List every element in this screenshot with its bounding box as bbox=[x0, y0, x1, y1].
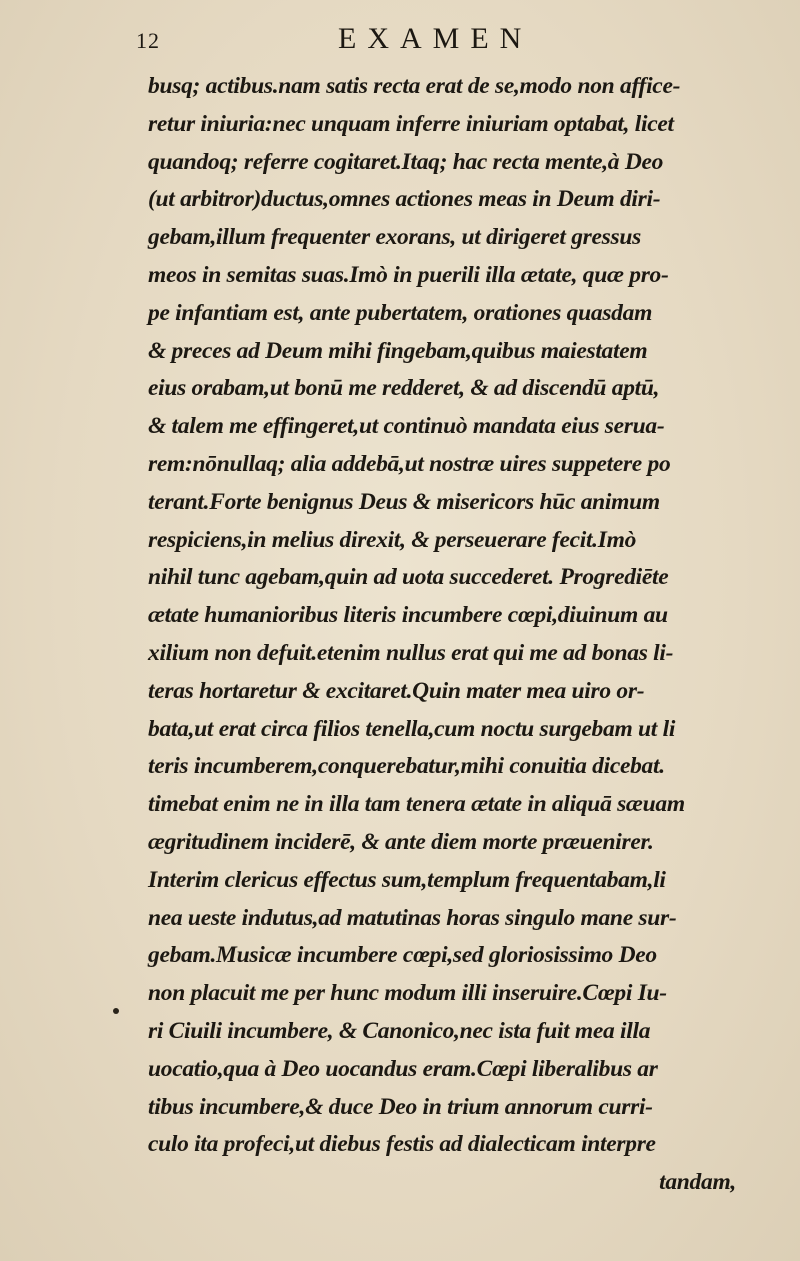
text-line: Interim clericus effectus sum,templum frequentabam,li bbox=[148, 866, 666, 893]
page-number: 12 bbox=[136, 28, 160, 53]
text-line: culo ita profeci,ut diebus festis ad dialecticam interpre bbox=[148, 1131, 656, 1158]
text-line: ætate humanioribus literis incumbere cœpi,diuinum au bbox=[148, 602, 668, 629]
text-line: tibus incumbere,& duce Deo in trium annorum curri- bbox=[148, 1093, 653, 1120]
text-line: respiciens,in melius direxit, & perseuerare fecit.Imò bbox=[148, 526, 637, 553]
text-line: non placuit me per hunc modum illi inseruire.Cœpi Iu- bbox=[148, 980, 667, 1007]
body-text bbox=[148, 68, 754, 1202]
text-line: busq; actibus.nam satis recta erat de se,modo non affice- bbox=[148, 73, 681, 99]
text-line: rem:nōnullaq; alia addebā,ut nostræ uires suppetere po bbox=[148, 450, 671, 477]
text-line-catchword: tandam, bbox=[659, 1169, 736, 1196]
text-line: ægritudinem inciderē, & ante diem morte præuenirer. bbox=[148, 828, 654, 855]
text-line: (ut arbitror)ductus,omnes actiones meas in Deum diri- bbox=[148, 186, 661, 213]
running-head: EXAMEN bbox=[338, 22, 533, 55]
text-line: nihil tunc agebam,quin ad uota succederet. Progrediēte bbox=[148, 564, 669, 591]
text-line: ri Ciuili incumbere, & Canonico,nec ista fuit mea illa bbox=[148, 1017, 651, 1044]
text-line: terant.Forte benignus Deus & misericors hūc animum bbox=[148, 488, 660, 515]
text-line: teris incumberem,conquerebatur,mihi conuitia dicebat. bbox=[148, 753, 665, 780]
text-line: quandoq; referre cogitaret.Itaq; hac recta mente,à Deo bbox=[148, 148, 664, 175]
text-line: teras hortaretur & excitaret.Quin mater mea uiro or- bbox=[148, 677, 645, 704]
text-line: & talem me effingeret,ut continuò mandata eius serua- bbox=[148, 413, 665, 440]
text-line: meos in semitas suas.Imò in puerili illa ætate, quæ pro- bbox=[148, 261, 669, 288]
text-line: bata,ut erat circa filios tenella,cum noctu surgebam ut li bbox=[148, 715, 676, 742]
text-line: & preces ad Deum mihi fingebam,quibus maiestatem bbox=[148, 337, 648, 364]
text-line: gebam.Musicæ incumbere cœpi,sed gloriosissimo Deo bbox=[148, 942, 657, 969]
text-line: gebam,illum frequenter exorans, ut dirigeret gressus bbox=[148, 224, 641, 251]
text-line: uocatio,qua à Deo uocandus eram.Cœpi liberalibus ar bbox=[148, 1055, 658, 1082]
text-line: timebat enim ne in illa tam tenera ætate in aliquā sæuam bbox=[148, 791, 685, 818]
page-header bbox=[0, 22, 800, 62]
text-line: pe infantiam est, ante pubertatem, orationes quasdam bbox=[148, 299, 653, 326]
margin-dot-mark bbox=[113, 1008, 119, 1014]
text-line: retur iniuria:nec unquam inferre iniuriam optabat, licet bbox=[148, 110, 674, 137]
text-line: eius orabam,ut bonū me redderet, & ad discendū aptū, bbox=[148, 375, 660, 402]
text-line: xilium non defuit.etenim nullus erat qui me ad bonas li- bbox=[148, 639, 674, 666]
text-line: nea ueste indutus,ad matutinas horas singulo mane sur- bbox=[148, 904, 677, 931]
